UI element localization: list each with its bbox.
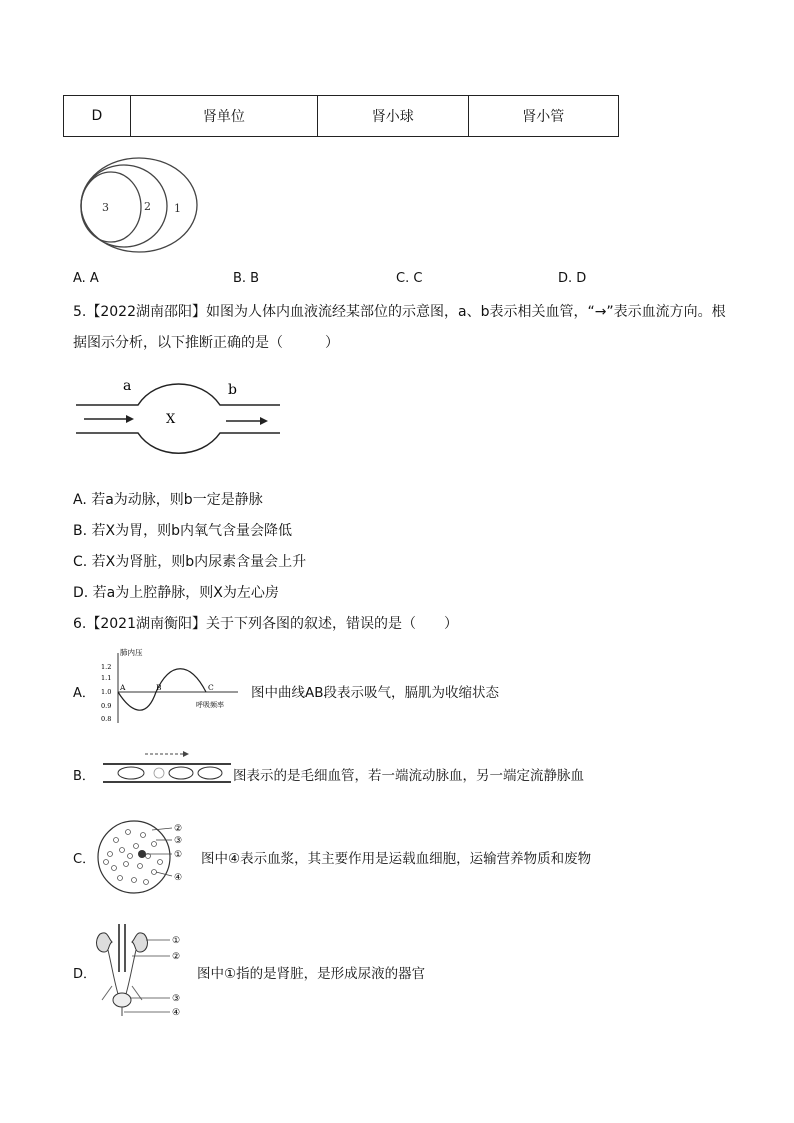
red-blood-cell: [198, 767, 222, 779]
choice-a[interactable]: A. A: [73, 271, 99, 286]
smear-label: ①: [174, 850, 183, 860]
table-cell: 肾单位: [130, 96, 317, 137]
bladder: [113, 993, 131, 1007]
urinary-label: ③: [172, 994, 181, 1004]
right-kidney: [132, 933, 147, 952]
ellipse-2: [81, 165, 167, 247]
choice-d[interactable]: D. D: [558, 271, 587, 286]
q6-option-d-text: 图中①指的是肾脏，是形成尿液的器官: [197, 966, 426, 982]
y-tick: 0.9: [101, 702, 112, 710]
point-a: A: [120, 683, 126, 692]
y-tick: 1.1: [101, 674, 112, 682]
red-blood-cell: [169, 767, 193, 779]
red-blood-cell: [118, 767, 144, 779]
ellipse-3: [81, 172, 141, 242]
smear-label: ③: [174, 836, 183, 846]
red-blood-cell: [154, 768, 164, 778]
smear-label: ④: [174, 873, 183, 883]
choice-b[interactable]: B. B: [233, 271, 260, 286]
blood-vessel-diagram: [76, 372, 282, 456]
question-5-stem: 5.【2022湖南邵阳】如图为人体内血液流经某部位的示意图，a、b表示相关血管，“→”表示血流方向。根: [73, 304, 726, 320]
q5-option-a[interactable]: A. 若a为动脉，则b一定是静脉: [73, 492, 263, 508]
ellipse-label: 3: [102, 201, 109, 214]
point-c: C: [208, 683, 214, 692]
q6-option-c-label[interactable]: C．: [73, 852, 96, 867]
q5-option-d[interactable]: D. 若a为上腔静脉，则X为左心房: [73, 585, 279, 601]
vessel-label-a: a: [123, 378, 132, 394]
y-tick: 1.2: [101, 663, 112, 671]
right-ureter: [126, 950, 136, 994]
question-6-stem: 6.【2021湖南衡阳】关于下列各图的叙述，错误的是（ ）: [73, 616, 458, 632]
ellipse-label: 1: [174, 202, 181, 215]
x-axis-label: 呼吸频率: [196, 701, 224, 709]
vessel-label-b: b: [228, 382, 237, 398]
q6-option-a-text: 图中曲线AB段表示吸气，膈肌为收缩状态: [251, 685, 499, 701]
q6-option-c-text: 图中④表示血浆，其主要作用是运载血细胞，运输营养物质和废物: [201, 851, 592, 867]
pressure-curve: [118, 669, 206, 710]
y-tick: 0.8: [101, 715, 112, 723]
nested-ellipses-figure: [78, 155, 200, 255]
graph-title: 肺内压: [120, 648, 143, 657]
white-blood-cell: [138, 850, 146, 858]
left-kidney: [97, 933, 112, 952]
organ-label-x: X: [166, 412, 176, 427]
ellipse-label: 2: [144, 200, 151, 213]
answer-table: [63, 95, 619, 137]
lung-pressure-graph: [98, 645, 248, 727]
table-cell: D: [64, 96, 131, 137]
q5-option-c[interactable]: C. 若X为肾脏，则b内尿素含量会上升: [73, 554, 307, 570]
capillary-figure: [101, 748, 233, 784]
urinary-label: ②: [172, 952, 181, 962]
smear-label: ②: [174, 824, 183, 834]
table-cell: 肾小球: [318, 96, 468, 137]
left-ureter: [108, 950, 118, 994]
q6-option-b-text: 图表示的是毛细血管，若一端流动脉血，另一端定流静脉血: [233, 768, 584, 784]
table-row: [64, 96, 619, 137]
choice-c[interactable]: C. C: [396, 271, 423, 286]
blood-smear-figure: [96, 818, 200, 894]
question-5-stem-cont: 据图示分析，以下推断正确的是（ ）: [73, 335, 339, 351]
y-tick: 1.0: [101, 688, 112, 696]
q6-option-d-label[interactable]: D．: [73, 967, 97, 982]
q6-option-b-label[interactable]: B．: [73, 769, 95, 784]
urinary-system-figure: [92, 922, 192, 1022]
table-cell: 肾小管: [468, 96, 618, 137]
q6-option-a-label[interactable]: A．: [73, 686, 95, 701]
urinary-label: ④: [172, 1008, 181, 1018]
point-b: B: [156, 683, 162, 692]
urinary-label: ①: [172, 936, 181, 946]
q5-option-b[interactable]: B. 若X为胃，则b内氧气含量会降低: [73, 523, 292, 539]
